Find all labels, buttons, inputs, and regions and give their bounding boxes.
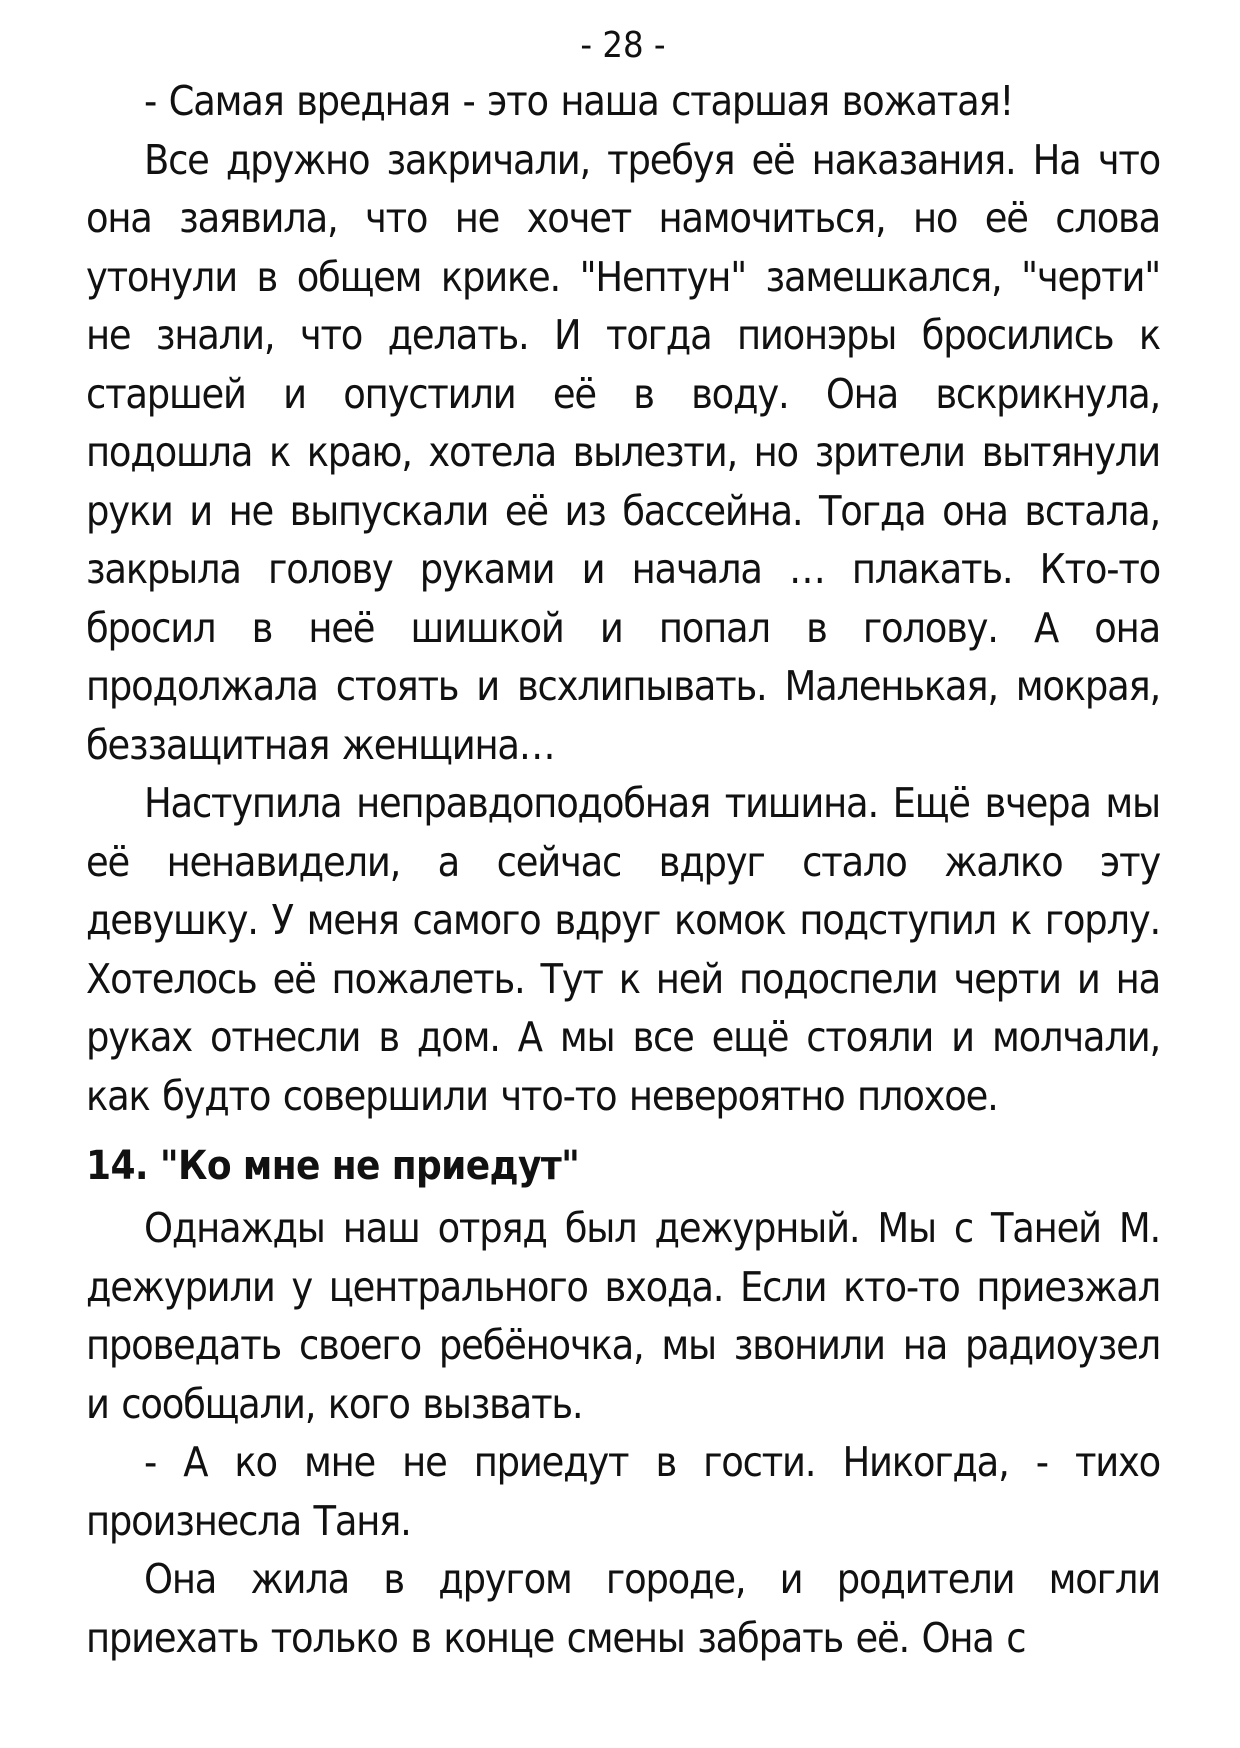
section-heading: 14. "Ко мне не приедут"	[86, 1143, 580, 1189]
paragraph-duty: Однажды наш отряд был дежурный. Мы с Таней М. дежурили у центрального входа. Если кто-то приезжал проведать своего ребёночка, мы звонили на радиоузел и сообщали, кого вызвать.	[86, 1204, 1160, 1428]
page-number: - 28 -	[580, 25, 666, 66]
paragraph-tanya-quote: - А ко мне не приедут в гости. Никогда, - тихо произнесла Таня.	[86, 1438, 1160, 1545]
book-page	[86, 22, 1160, 1722]
paragraph-dialogue-counselor: - Самая вредная - это наша старшая вожатая!	[144, 77, 1014, 125]
paragraph-punishment: Все дружно закричали, требуя её наказания. На что она заявила, что не хочет намочиться, но её слова утонули в общем крике. "Нептун" замешкался, "черти" не знали, что делать. И тогда пионэры бросились к старшей и опустили её в воду. Она вскрикнула, подошла к краю, хотела вылезти, но зрители вытянули руки и не выпускали её из бассейна. Тогда она встала, закрыла голову руками и начала … плакать. Кто-то бросил в неё шишкой и попал в голову. А она продолжала стоять и всхлипывать. Маленькая, мокрая, беззащитная женщина…	[86, 135, 1160, 769]
paragraph-other-city: Она жила в другом городе, и родители могли приехать только в конце смены забрать её. Она с	[86, 1555, 1160, 1662]
paragraph-silence: Наступила неправдоподобная тишина. Ещё вчера мы её ненавидели, а сейчас вдруг стало жалко эту девушку. У меня самого вдруг комок подступил к горлу. Хотелось её пожалеть. Тут к ней подоспели черти и на руках отнесли в дом. А мы все ещё стояли и молчали, как будто совершили что-то невероятно плохое.	[86, 779, 1160, 1120]
